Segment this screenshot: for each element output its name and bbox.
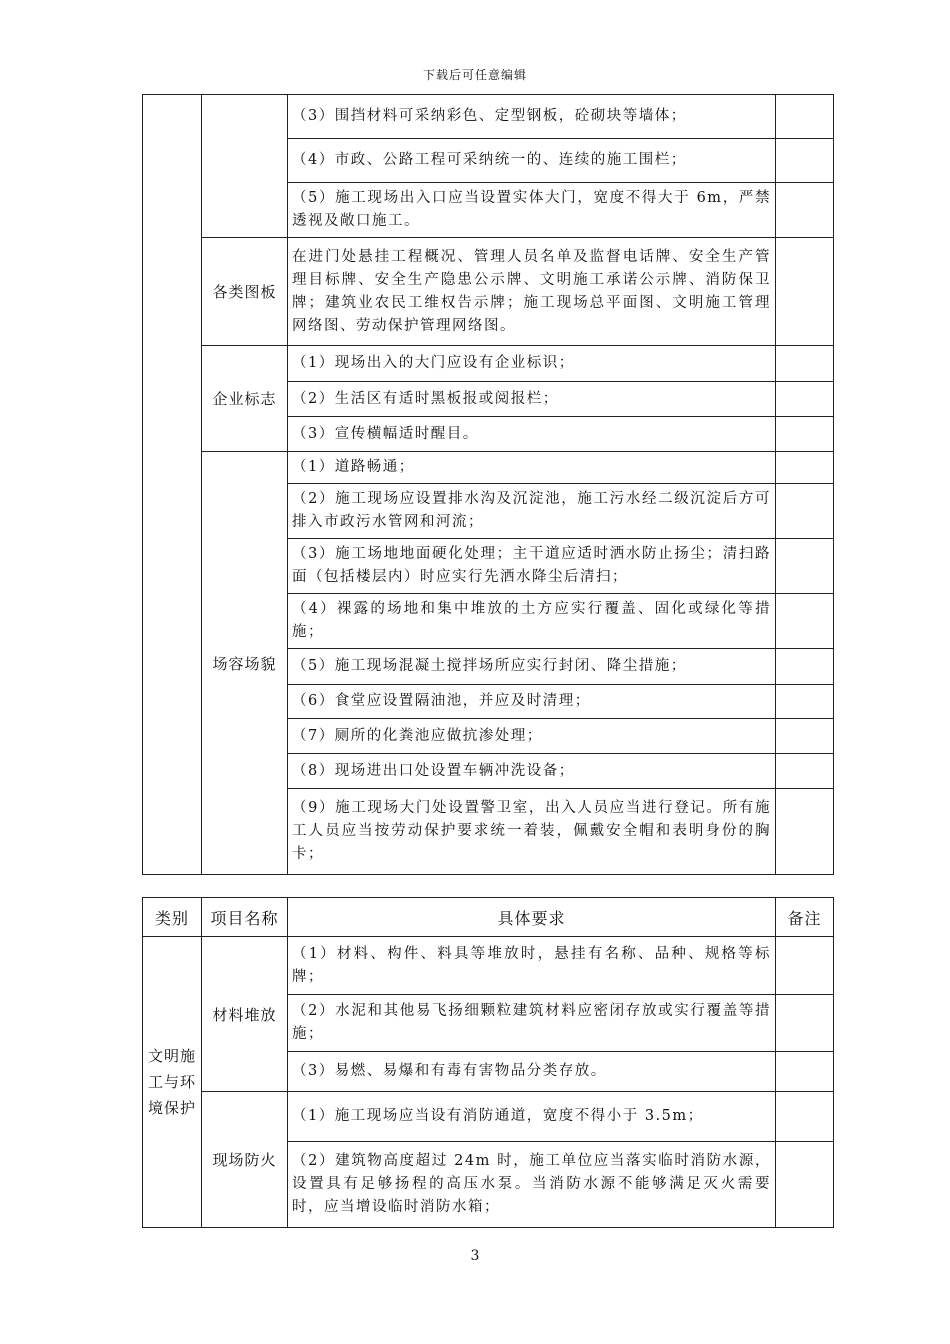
requirement-cell: （7）厕所的化粪池应做抗渗处理；	[288, 719, 776, 754]
requirement-cell: （1）现场出入的大门应设有企业标识；	[288, 346, 776, 382]
requirement-cell: （6）食堂应设置隔油池，并应及时清理；	[288, 685, 776, 719]
header-category: 类别	[143, 898, 202, 937]
requirement-cell: （8）现场进出口处设置车辆冲洗设备；	[288, 754, 776, 789]
requirement-cell: （1）道路畅通；	[288, 452, 776, 484]
note-cell	[776, 539, 834, 594]
requirement-cell: （5）施工现场混凝土搅拌场所应实行封闭、降尘措施；	[288, 649, 776, 685]
note-cell	[776, 484, 834, 539]
requirement-cell: （9）施工现场大门处设置警卫室，出入人员应当进行登记。所有施工人员应当按劳动保护要求统一着装，佩戴安全帽和表明身份的胸卡；	[288, 789, 776, 875]
requirement-cell: （3）宣传横幅适时醒目。	[288, 417, 776, 452]
note-cell	[776, 1092, 834, 1142]
note-cell	[776, 382, 834, 417]
item-cell-site-appearance: 场容场貌	[202, 452, 288, 875]
item-cell-boards: 各类图板	[202, 238, 288, 346]
requirement-cell: （1）施工现场应当设有消防通道，宽度不得小于 3.5m；	[288, 1092, 776, 1142]
requirements-table-continued	[142, 94, 834, 875]
note-cell	[776, 95, 834, 139]
note-cell	[776, 183, 834, 238]
page-number: 3	[470, 1248, 480, 1264]
note-cell	[776, 789, 834, 875]
requirement-cell: （3）易燃、易爆和有毒有害物品分类存放。	[288, 1052, 776, 1092]
requirement-cell: 在进门处悬挂工程概况、管理人员名单及监督电话牌、安全生产管理目标牌、安全生产隐患公示牌、文明施工承诺公示牌、消防保卫牌；建筑业农民工维权告示牌；施工现场总平面图、文明施工管理网络图、劳动保护管理网络图。	[288, 238, 776, 346]
header-note: 下载后可任意编辑	[422, 68, 527, 82]
header-requirement: 具体要求	[288, 898, 776, 937]
item-cell-logo: 企业标志	[202, 346, 288, 452]
note-cell	[776, 594, 834, 649]
note-cell	[776, 995, 834, 1052]
requirement-cell: （5）施工现场出入口应当设置实体大门，宽度不得大于 6m，严禁透视及敞口施工。	[288, 183, 776, 238]
note-cell	[776, 719, 834, 754]
requirement-cell: （3）围挡材料可采纳彩色、定型钢板，砼砌块等墙体；	[288, 95, 776, 139]
requirement-cell: （2）建筑物高度超过 24m 时，施工单位应当落实临时消防水源，设置具有足够扬程的高压水泵。当消防水源不能够满足灭火需要时，应当增设临时消防水箱；	[288, 1142, 776, 1228]
requirement-cell: （4）裸露的场地和集中堆放的土方应实行覆盖、固化或绿化等措施；	[288, 594, 776, 649]
note-cell	[776, 649, 834, 685]
note-cell	[776, 417, 834, 452]
requirement-cell: （3）施工场地地面硬化处理；主干道应适时洒水防止扬尘；清扫路面（包括楼层内）时应实行先洒水降尘后清扫；	[288, 539, 776, 594]
note-cell	[776, 1142, 834, 1228]
note-cell	[776, 937, 834, 995]
header-item: 项目名称	[202, 898, 288, 937]
item-cell-fence	[202, 95, 288, 238]
note-cell	[776, 139, 834, 183]
header-note: 备注	[776, 898, 834, 937]
note-cell	[776, 685, 834, 719]
requirement-cell: （2）施工现场应设置排水沟及沉淀池，施工污水经二级沉淀后方可排入市政污水管网和河流；	[288, 484, 776, 539]
category-cell	[143, 95, 202, 875]
note-cell	[776, 1052, 834, 1092]
note-cell	[776, 346, 834, 382]
note-cell	[776, 452, 834, 484]
note-cell	[776, 238, 834, 346]
requirement-cell: （2）生活区有适时黑板报或阅报栏；	[288, 382, 776, 417]
note-cell	[776, 754, 834, 789]
item-cell-fire-prevention: 现场防火	[202, 1092, 288, 1228]
requirement-cell: （2）水泥和其他易飞扬细颗粒建筑材料应密闭存放或实行覆盖等措施；	[288, 995, 776, 1052]
requirement-cell: （4）市政、公路工程可采纳统一的、连续的施工围栏；	[288, 139, 776, 183]
requirements-table	[142, 897, 834, 1228]
item-cell-material-storage: 材料堆放	[202, 937, 288, 1092]
requirement-cell: （1）材料、构件、料具等堆放时，悬挂有名称、品种、规格等标牌；	[288, 937, 776, 995]
category-cell: 文明施工与环境保护	[143, 937, 202, 1228]
